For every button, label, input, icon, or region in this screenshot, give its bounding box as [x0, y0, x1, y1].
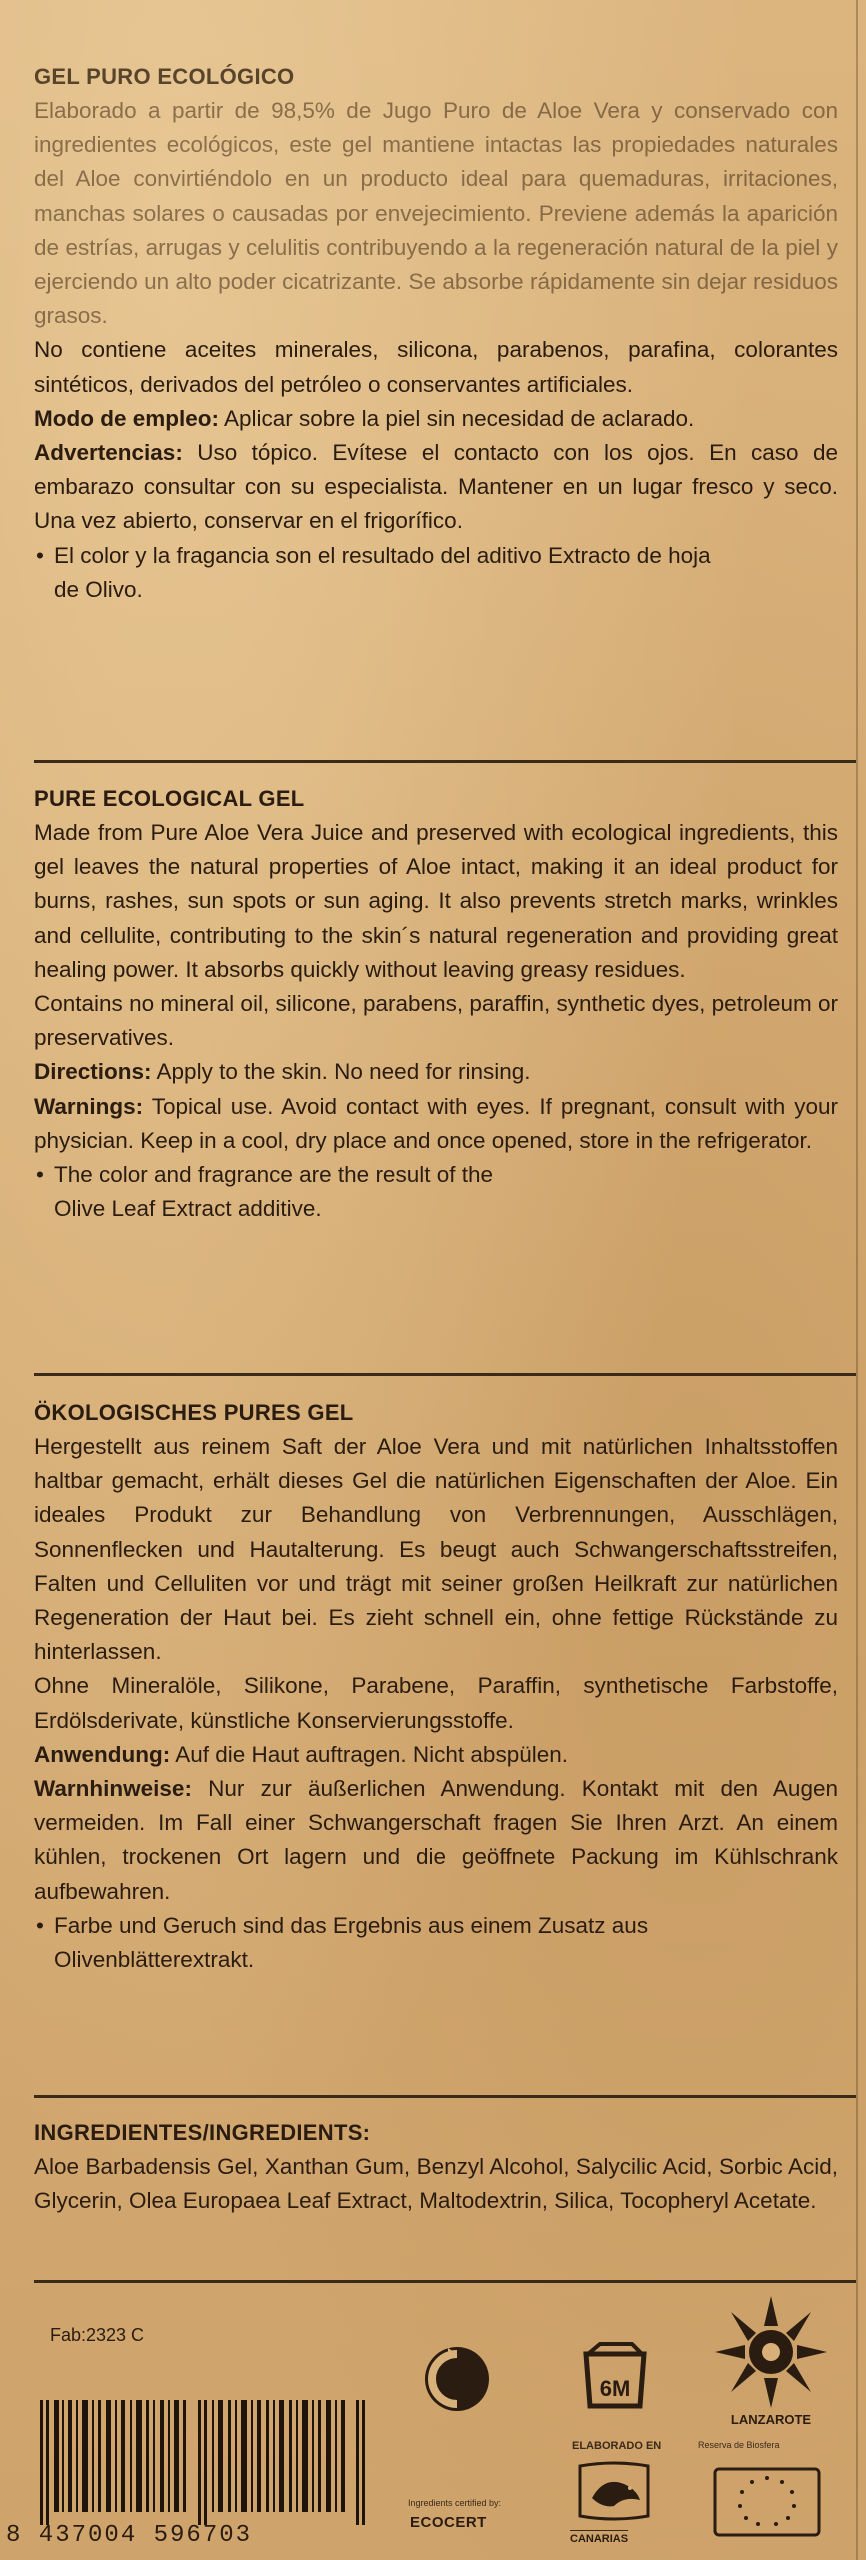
free-from-en: Contains no mineral oil, silicone, parabens, paraffin, synthetic dyes, petroleum or preservatives. [34, 991, 838, 1051]
product-label-panel [20, 0, 858, 2560]
description-es: Elaborado a partir de 98,5% de Jugo Puro de Aloe Vera y conservado con ingredientes ecológicos, este gel mantiene intactas las propiedades naturales del Aloe convirtiéndolo en un producto ideal para quemaduras, irritaciones, manchas solares o causadas por envejecimiento. Previene además la aparición de estrías, arrugas y celulitis contribuyendo a la regeneración natural de la piel y ejerciendo un alto poder cicatrizante. Se absorbe rápidamente sin dejar residuos grasos. [34, 98, 838, 329]
biosphere-caption: Reserva de Biosfera [698, 2440, 780, 2450]
directions-text-es: Aplicar sobre la piel sin necesidad de aclarado. [219, 405, 695, 431]
divider-3 [34, 2095, 856, 2098]
section-ingredients [34, 2120, 838, 2218]
warnings-es [34, 436, 838, 539]
made-in-caption: ELABORADO EN [572, 2440, 662, 2452]
ecocert-caption: Ingredients certified by: [408, 2498, 502, 2508]
ingredients-title: INGREDIENTES/INGREDIENTS: [34, 2120, 371, 2145]
directions-label-en: Directions: [34, 1059, 152, 1085]
period-after-opening-icon [574, 2340, 656, 2412]
pao-label: 6M [599, 2376, 631, 2401]
barcode [40, 2400, 370, 2525]
directions-de [34, 1738, 838, 1772]
directions-label-es: Modo de empleo: [34, 405, 219, 431]
warnings-label-de: Warnhinweise: [34, 1776, 192, 1802]
warnings-text-en: Topical use. Avoid contact with eyes. If pregnant, consult with your physician. Keep in a cool, dry place and once opened, store in the refrigerator. [34, 1093, 838, 1153]
eu-organic-leaf-icon [712, 2466, 822, 2538]
directions-en [34, 1055, 838, 1089]
free-from-es: No contiene aceites minerales, silicona, parabenos, parafina, colorantes sintéticos, derivados del petróleo o conservantes artificiales. [34, 337, 838, 397]
lanzarote-label: LANZAROTE [730, 2412, 812, 2427]
free-from-de: Ohne Mineralöle, Silikone, Parabene, Paraffin, synthetische Farbstoffe, Erdölsderivate, künstliche Konservierungsstoffe. [34, 1673, 838, 1733]
lanzarote-biosphere-logo-icon [706, 2290, 836, 2440]
canarias-label: CANARIAS [570, 2530, 628, 2545]
divider-2 [34, 1373, 856, 1376]
warnings-en [34, 1090, 838, 1158]
warnings-text-de: Nur zur äußerlichen Anwendung. Kontakt mit den Augen vermeiden. Im Fall einer Schwangerschaft fragen Sie Ihren Arzt. An einem kühlen, trockenen Ort lagern und die geöffnete Packung im Kühlschrank aufbewahren. [34, 1776, 838, 1904]
directions-es [34, 402, 838, 436]
green-dot-recycle-icon [422, 2344, 492, 2414]
section-spanish [34, 64, 838, 607]
barcode-number: 8 437004 596703 [6, 2522, 253, 2549]
directions-text-de: Auf die Haut auftragen. Nicht abspülen. [170, 1741, 568, 1767]
section-title-es: GEL PURO ECOLÓGICO [34, 64, 295, 89]
note-es: • El color y la fragancia son el resultado del aditivo Extracto de hoja de Olivo. [34, 539, 734, 607]
section-title-en: PURE ECOLOGICAL GEL [34, 786, 305, 811]
section-german [34, 1400, 838, 1977]
warnings-text-es: Uso tópico. Evítese el contacto con los ojos. En caso de embarazo consultar con su especialista. Mantener en un lugar fresco y seco. Una vez abierto, conservar en el frigorífico. [34, 440, 838, 534]
warnings-label-es: Advertencias: [34, 440, 183, 466]
section-title-de: ÖKOLOGISCHES PURES GEL [34, 1400, 354, 1425]
directions-label-de: Anwendung: [34, 1741, 171, 1767]
note-de: • Farbe und Geruch sind das Ergebnis aus einem Zusatz aus Olivenblätterextrakt. [34, 1909, 814, 1977]
note-en-line1: • The color and fragrance are the result of the [34, 1158, 838, 1192]
description-de: Hergestellt aus reinem Saft der Aloe Vera und mit natürlichen Inhaltsstoffen haltbar gemacht, erhält dieses Gel die natürlichen Eigenschaften der Aloe. Ein ideales Produkt zur Behandlung von Verbrennungen, Ausschlägen, Sonnenflecken und Hautalterung. Es beugt auch Schwangerschaftsstreifen, Falten und Celluliten vor und trägt mit seiner großen Heilkraft zur natürlichen Regeneration der Haut bei. Es zieht schnell ein, ohne fettige Rückstände zu hinterlassen. [34, 1434, 838, 1665]
note-en-line2: Olive Leaf Extract additive. [54, 1196, 322, 1222]
canary-islands-bird-icon [574, 2456, 654, 2526]
description-en: Made from Pure Aloe Vera Juice and preserved with ecological ingredients, this gel leaves the natural properties of Aloe intact, making it an ideal product for burns, rashes, sun spots or sun aging. It also prevents stretch marks, wrinkles and cellulite, contributing to the skin´s natural regeneration and providing great healing power. It absorbs quickly without leaving greasy residues. [34, 820, 838, 982]
ecocert-logo: ECOCERT [410, 2514, 487, 2531]
batch-code: Fab:2323 C [50, 2325, 145, 2345]
section-english [34, 786, 838, 1226]
divider-4 [34, 2280, 856, 2283]
warnings-label-en: Warnings: [34, 1093, 144, 1119]
ingredients-list: Aloe Barbadensis Gel, Xanthan Gum, Benzyl Alcohol, Salycilic Acid, Sorbic Acid, Glycerin, Olea Europaea Leaf Extract, Maltodextrin, Silica, Tocopheryl Acetate. [34, 2154, 838, 2214]
directions-text-en: Apply to the skin. No need for rinsing. [151, 1059, 531, 1085]
warnings-de [34, 1772, 838, 1909]
divider-1 [34, 760, 856, 763]
